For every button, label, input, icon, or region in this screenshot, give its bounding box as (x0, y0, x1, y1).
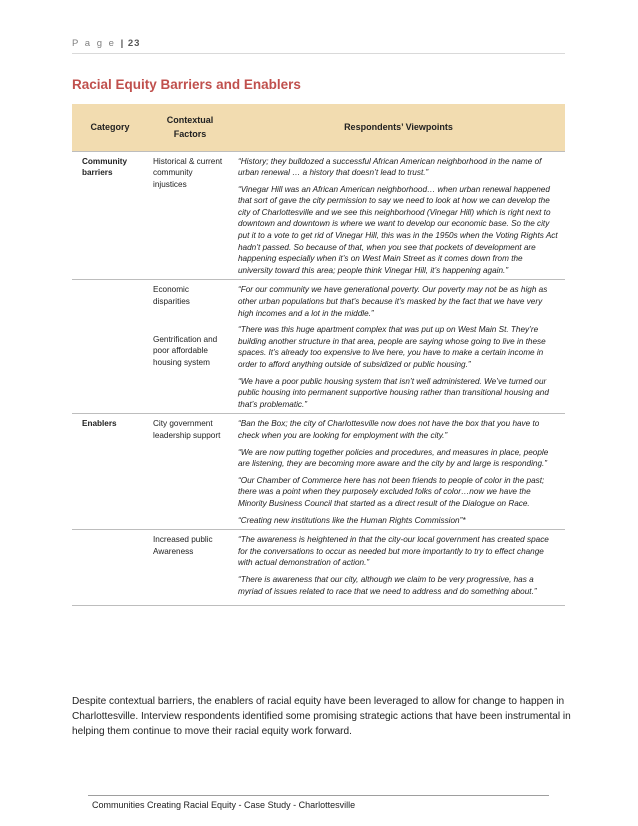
table-row (72, 151, 565, 280)
quote: “We are now putting together policies and procedures, and measures in place, people are listening, they are becoming more aware and the city by and large is responding.” (238, 447, 549, 469)
viewpoints-cell (232, 280, 565, 414)
column-header-viewpoints: Respondents’ Viewpoints (232, 104, 565, 151)
column-header-category: Category (72, 104, 148, 151)
category-cell (72, 280, 148, 414)
quote: “Creating new institutions like the Human Rights Commission”* (238, 515, 466, 525)
viewpoints-cell (232, 151, 565, 280)
viewpoints-cell (232, 530, 565, 606)
category-cell (72, 530, 148, 606)
factor-cell: Increased public Awareness (148, 530, 232, 606)
factor-cell: City government leadership support (148, 414, 232, 530)
category-cell: Community barriers (72, 151, 148, 280)
table-row (72, 280, 565, 414)
table-header-row (72, 104, 565, 151)
viewpoints-cell (232, 414, 565, 530)
factor-economic-disparities: Economic disparities (153, 285, 190, 307)
page-number: | 23 (120, 38, 141, 49)
factor-gentrification: Gentrification and poor affordable housing system (153, 334, 218, 367)
section-title: Racial Equity Barriers and Enablers (72, 77, 301, 92)
quote: “There was this huge apartment complex that was put up on West Main St. They’re building another structure in that area, people are saying whose going to live in these spaces. It’s already too expensive to live here, you have to make a certain income in order to afford anything outside of subsidized or public housing.” (238, 325, 546, 369)
quote: “Vinegar Hill was an African American neighborhood… when urban renewal happened that sort of gave the city permission to say we need to look at how we can develop the city of Charlottesville and we see this neighborhood (Vinegar Hill) which is right next to downtown and downtown is where we want to develop our economic base. So the city put it to a vote to get rid of Vinegar Hill, this was in the 1950s when the Voting Rights Act hadn’t passed. So because of that, when you see that pockets of development are happening especially when it’s on West Main Street as it comes down from the university toward this area; people think Vinegar Hill, it’s happening again.” (238, 184, 558, 275)
quote: “For our community we have generational poverty. Our poverty may not be as high as other urban populations but that’s because it’s masked by the fact that we have very high incomes and a lot in the middle.” (238, 285, 548, 318)
page-header (72, 38, 140, 49)
header-divider (72, 53, 565, 54)
column-header-contextual-factors: Contextual Factors (148, 104, 232, 151)
page-label: P a g e (72, 38, 116, 49)
quote: “Ban the Box; the city of Charlottesville now does not have the box that you have to check when you are looking for employment with the city.” (238, 419, 540, 440)
quote: “We have a poor public housing system that isn’t well administered. We’ve turned our public housing into permanent supportive housing rather than transitional housing and that’s problematic.” (238, 376, 549, 409)
category-cell: Enablers (72, 414, 148, 530)
factor-cell (148, 280, 232, 414)
quote: “History; they bulldozed a successful African American neighborhood in the name of urban renewal … a history that doesn’t lead to trust.” (238, 156, 542, 178)
footer-divider (88, 795, 549, 796)
table-row (72, 414, 565, 530)
page-footer: Communities Creating Racial Equity - Case Study - Charlottesville (92, 800, 356, 810)
factor-cell: Historical & current community injustices (148, 151, 232, 280)
quote: “The awareness is heightened in that the city-our local government has created space for the conversations to occur as needed but more importantly to try to effect change with actual demonstration of action.” (238, 535, 549, 568)
quote: “There is awareness that our city, although we claim to be very progressive, has a myriad of issues related to race that we need to address and do something about.” (238, 574, 537, 596)
quote: “Our Chamber of Commerce here has not been friends to people of color in the past; there was a point when they purposely excluded folks of color…now we have the Minority Business Council that started as a direct result of the Dialogue on Race. (238, 475, 545, 508)
table-row (72, 530, 565, 606)
body-paragraph: Despite contextual barriers, the enablers of racial equity have been leveraged to allow for change to happen in Charlottesville. Interview respondents identified some promising strategic actions that have been instrumental in helping them continue to move their racial equity work forward. (72, 696, 571, 738)
barriers-enablers-table (72, 104, 565, 606)
